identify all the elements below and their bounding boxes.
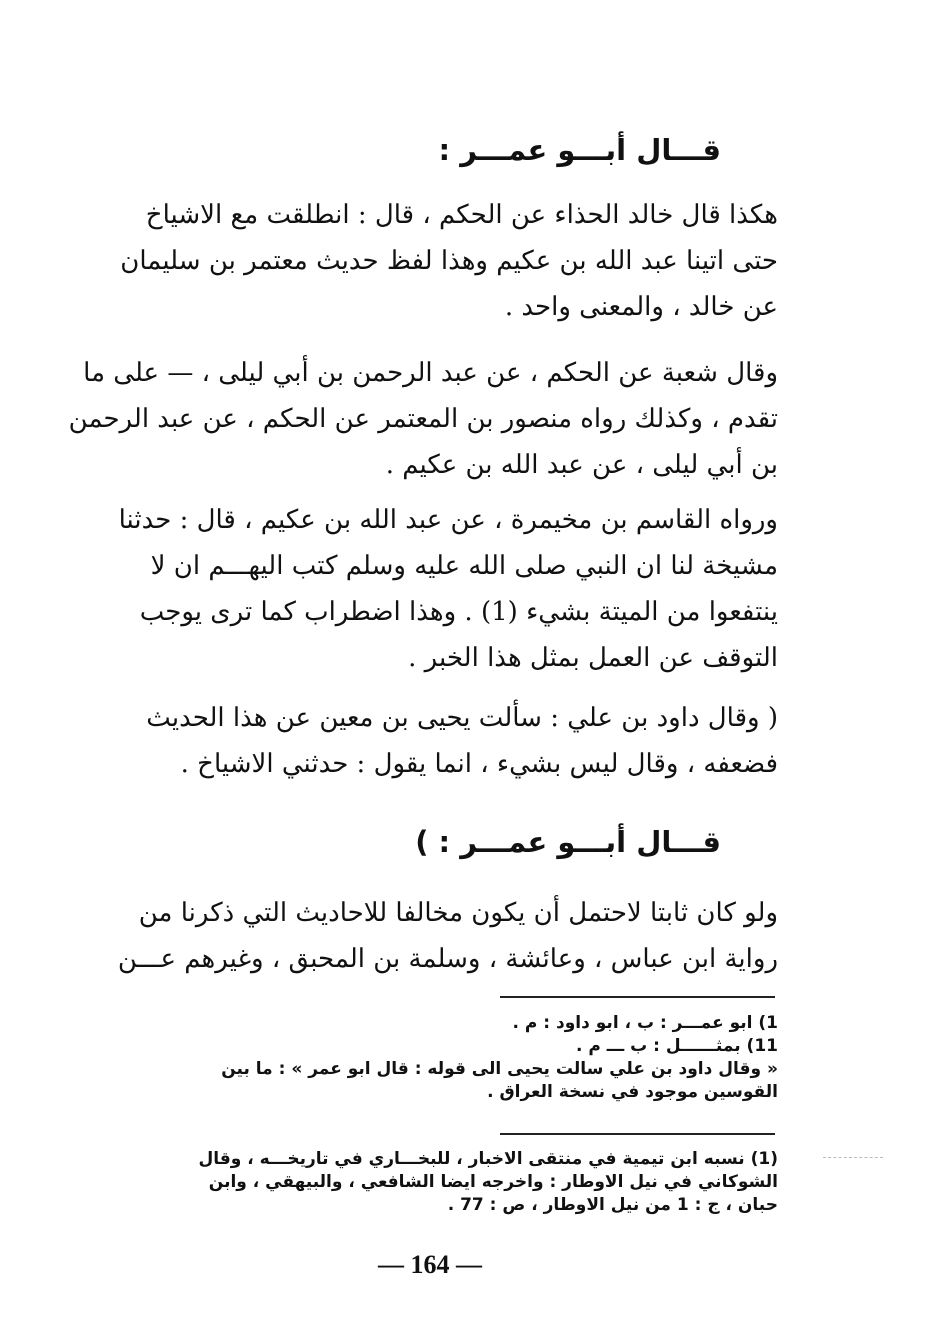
paragraph-4 bbox=[110, 695, 778, 787]
section-heading: قـــال أبـــو عمـــر : bbox=[438, 133, 721, 167]
paragraph-5 bbox=[110, 890, 778, 982]
text-line: هكذا قال خالد الحذاء عن الحكم ، قال : انطلقت مع الاشياخ bbox=[145, 200, 778, 230]
note-line: « وقال داود بن علي سالت يحيى الى قوله : قال ابو عمر » : ما بين bbox=[221, 1059, 778, 1079]
footnote-divider bbox=[500, 1133, 775, 1135]
text-line: وقال شعبة عن الحكم ، عن عبد الرحمن بن أبي ليلى ، — على ما bbox=[83, 358, 778, 388]
paragraph-1 bbox=[110, 192, 778, 330]
footnote-line: الشوكاني في نيل الاوطار : واخرجه ايضا الشافعي ، والبيهقي ، وابن bbox=[208, 1172, 778, 1192]
text-line: ورواه القاسم بن مخيمرة ، عن عبد الله بن عكيم ، قال : حدثنا bbox=[118, 505, 778, 535]
note-line: 1) ابو عمـــر : ب ، ابو داود : م . bbox=[512, 1013, 778, 1033]
paragraph-2 bbox=[68, 350, 778, 488]
text-line: تقدم ، وكذلك رواه منصور بن المعتمر عن الحكم ، عن عبد الرحمن bbox=[68, 404, 778, 434]
page-number: — 164 — bbox=[378, 1250, 482, 1279]
text-line: التوقف عن العمل بمثل هذا الخبر . bbox=[408, 643, 778, 673]
text-line: بن أبي ليلى ، عن عبد الله بن عكيم . bbox=[385, 450, 778, 480]
section-heading: قـــال أبـــو عمـــر : ) bbox=[415, 825, 721, 859]
text-line: مشيخة لنا ان النبي صلى الله عليه وسلم كتب اليهـــم ان لا bbox=[150, 551, 778, 581]
variant-notes bbox=[108, 1012, 778, 1104]
note-line: 11) بمثــــــل : ب ـــ م . bbox=[576, 1036, 778, 1056]
text-line: فضعفه ، وقال ليس بشيء ، انما يقول : حدثني الاشياخ . bbox=[180, 749, 778, 779]
text-line: ( وقال داود بن علي : سألت يحيى بن معين عن هذا الحديث bbox=[146, 703, 778, 733]
footnote bbox=[108, 1148, 778, 1217]
paragraph-3 bbox=[110, 497, 778, 681]
text-line: عن خالد ، والمعنى واحد . bbox=[504, 292, 778, 322]
footnote-divider bbox=[500, 996, 775, 998]
scan-edge-mark bbox=[823, 1157, 883, 1158]
text-line: ولو كان ثابتا لاحتمل أن يكون مخالفا للاحاديث التي ذكرنا من bbox=[138, 898, 778, 928]
text-line: رواية ابن عباس ، وعائشة ، وسلمة بن المحبق ، وغيرهم عـــن bbox=[117, 944, 778, 974]
text-line: حتى اتينا عبد الله بن عكيم وهذا لفظ حديث معتمر بن سليمان bbox=[120, 246, 778, 276]
footnote-line: (1) نسبه ابن تيمية في منتقى الاخبار ، للبخـــاري في تاريخـــه ، وقال bbox=[198, 1149, 778, 1169]
note-line: القوسين موجود في نسخة العراق . bbox=[487, 1082, 778, 1102]
text-line: ينتفعوا من الميتة بشيء (1) . وهذا اضطراب كما ترى يوجب bbox=[139, 597, 778, 627]
footnote-line: حبان ، ج : 1 من نيل الاوطار ، ص : 77 . bbox=[447, 1195, 778, 1215]
